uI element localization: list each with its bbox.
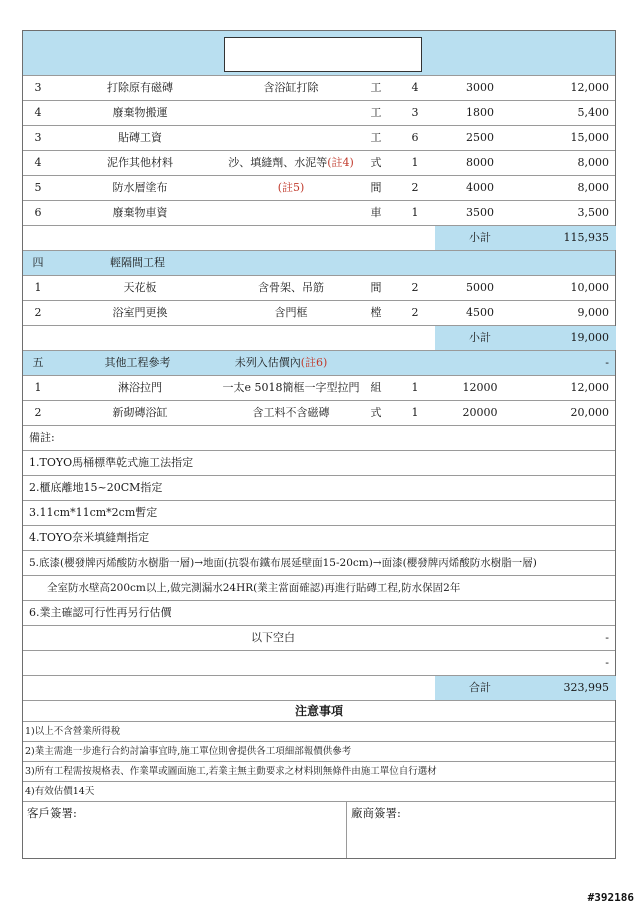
item-no: 1: [34, 381, 42, 394]
remark-row: [23, 476, 615, 501]
table-row: [23, 176, 615, 201]
vendor-signature-field[interactable]: [347, 802, 615, 858]
section-no: 五: [32, 356, 44, 369]
item-name: 泥作其他材料: [107, 156, 173, 169]
section-total: -: [605, 356, 609, 369]
table-row: [23, 376, 615, 401]
remarks-label: 備註:: [29, 431, 55, 444]
item-no: 2: [34, 306, 42, 319]
item-price: 4000: [466, 181, 494, 194]
client-signature-field[interactable]: [23, 802, 347, 858]
remark-row: [23, 576, 615, 601]
grand-total-value: 323,995: [563, 681, 609, 694]
item-qty: 1: [411, 406, 419, 419]
item-no: 1: [34, 281, 42, 294]
item-unit: 式: [370, 406, 382, 419]
remark-row: [23, 526, 615, 551]
blank-row: [23, 626, 615, 651]
subtotal-label: 小計: [469, 231, 491, 244]
item-qty: 1: [411, 381, 419, 394]
item-price: 1800: [466, 106, 494, 119]
item-name: 貼磚工資: [118, 131, 162, 144]
item-price: 5000: [466, 281, 494, 294]
item-unit: 工: [370, 131, 382, 144]
section-name: 其他工程參考: [104, 356, 171, 369]
item-total: 5,400: [577, 106, 609, 119]
item-desc: [211, 201, 371, 225]
table-row: [23, 401, 615, 426]
item-name: 淋浴拉門: [118, 381, 162, 394]
item-total: 9,000: [577, 306, 609, 319]
item-desc: [211, 151, 371, 175]
item-unit: 間: [370, 281, 382, 294]
item-qty: 6: [411, 131, 419, 144]
item-desc: 含工料不含磁磚: [252, 406, 330, 419]
item-total: 12,000: [570, 81, 609, 94]
item-total: 15,000: [570, 131, 609, 144]
vendor-signature-label: 廠商簽署:: [351, 806, 401, 820]
item-total: 10,000: [570, 281, 609, 294]
blank-label: 以下空白: [251, 631, 295, 644]
item-total: 3,500: [577, 206, 609, 219]
table-row: [23, 301, 615, 326]
item-total: 12,000: [570, 381, 609, 394]
subtotal-value: 115,935: [563, 231, 609, 244]
section-name: 輕隔間工程: [110, 256, 165, 269]
subtotal-row: [23, 226, 615, 251]
item-no: 6: [34, 206, 42, 219]
item-total: 8,000: [577, 181, 609, 194]
item-qty: 2: [411, 181, 419, 194]
item-desc: [211, 176, 371, 200]
remark-text: 5.底漆(櫻發牌丙烯酸防水樹脂一層)→地面(抗裂布鐵布展延壁面15-20cm)→面漆(櫻發牌丙烯酸防水樹脂一層): [29, 557, 537, 569]
item-total: 8,000: [577, 156, 609, 169]
section-header: [23, 351, 615, 376]
remark-row: [23, 551, 615, 576]
client-signature-label: 客戶簽署:: [27, 806, 77, 820]
remark-text: 6.業主確認可行性再另行估價: [29, 606, 172, 619]
item-unit: 工: [370, 81, 382, 94]
section-desc-text: 未列入估價內: [234, 356, 301, 369]
table-row: [23, 76, 615, 101]
remark-row: [23, 451, 615, 476]
note-ref: (註6): [300, 356, 328, 369]
item-total: 20,000: [570, 406, 609, 419]
remark-text: 全室防水壁高200cm以上,做完測漏水24HR(業主當面確認)再進行貼磚工程,防水保固2年: [47, 582, 461, 594]
item-qty: 2: [411, 306, 419, 319]
item-desc-text: 沙、填縫劑、水泥等: [228, 156, 328, 169]
item-qty: 1: [411, 156, 419, 169]
item-qty: 3: [411, 106, 419, 119]
item-price: 12000: [462, 381, 498, 394]
item-name: 防水層塗布: [112, 181, 168, 194]
notice-title: 注意事項: [23, 701, 615, 722]
item-unit: 工: [370, 106, 382, 119]
notice-item: 1)以上不含營業所得稅: [23, 722, 615, 742]
table-row: [23, 101, 615, 126]
notice-item: 4)有效估價14天: [23, 782, 615, 802]
item-unit: 車: [370, 206, 382, 219]
item-desc: 含門框: [274, 306, 308, 319]
item-price: 3000: [466, 81, 494, 94]
item-name: 天花板: [123, 281, 157, 294]
section-header: [23, 251, 615, 276]
note-ref: (註5): [277, 181, 305, 194]
item-unit: 間: [370, 181, 382, 194]
note-ref: (註4): [327, 156, 354, 169]
item-unit: 式: [370, 156, 382, 169]
item-name: 廢棄物車資: [112, 206, 168, 219]
table-row: [23, 276, 615, 301]
notice-item: 2)業主需進一步進行合約討論事宜時,施工單位則會提供各工項細部報價供參考: [23, 742, 615, 762]
item-no: 3: [34, 81, 42, 94]
section-desc: [211, 351, 351, 375]
blank-dash: -: [605, 656, 609, 669]
notice-item: 3)所有工程需按規格表、作業單或圖面施工,若業主無主動要求之材料則無條件由施工單位自行選材: [23, 762, 615, 782]
remark-text: 1.TOYO馬桶標準乾式施工法指定: [29, 456, 194, 469]
remark-text: 4.TOYO奈米填縫劑指定: [29, 531, 150, 544]
item-unit: 組: [370, 381, 382, 394]
item-name: 廢棄物搬運: [112, 106, 168, 119]
item-price: 8000: [466, 156, 494, 169]
item-desc: [211, 126, 371, 150]
item-no: 4: [34, 106, 42, 119]
grand-total-row: [23, 676, 615, 701]
item-name: 新砌磚浴缸: [112, 406, 168, 419]
item-name: 打除原有磁磚: [107, 81, 173, 94]
item-price: 2500: [466, 131, 494, 144]
blank-row: [23, 651, 615, 676]
item-desc: 含浴缸打除: [263, 81, 319, 94]
remark-row: [23, 601, 615, 626]
subtotal-label: 小計: [469, 331, 491, 344]
blank-dash: -: [605, 631, 609, 644]
item-qty: 2: [411, 281, 419, 294]
table-row: [23, 126, 615, 151]
item-name: 浴室門更換: [112, 306, 168, 319]
quotation-sheet: [22, 30, 616, 859]
item-desc: 含骨架、吊筋: [258, 281, 324, 294]
item-no: 2: [34, 406, 42, 419]
grand-total-label: 合計: [469, 681, 491, 694]
remark-text: 3.11cm*11cm*2cm暫定: [29, 506, 158, 519]
signature-row: [23, 802, 615, 858]
item-desc: 一太e 5018簡框一字型拉門: [222, 381, 360, 394]
item-no: 3: [34, 131, 42, 144]
item-price: 20000: [462, 406, 498, 419]
item-no: 5: [34, 181, 42, 194]
table-row: [23, 201, 615, 226]
subtotal-row: [23, 326, 615, 351]
item-unit: 樘: [370, 306, 382, 319]
table-row: [23, 151, 615, 176]
document-id: #392186: [587, 891, 634, 904]
header-band: [23, 31, 615, 76]
remarks-label-row: [23, 426, 615, 451]
header-title-box: [224, 37, 422, 72]
item-desc: [211, 101, 371, 125]
remark-text: 2.櫃底離地15~20CM指定: [29, 481, 163, 494]
item-price: 3500: [466, 206, 494, 219]
remark-row: [23, 501, 615, 526]
item-price: 4500: [466, 306, 494, 319]
item-qty: 1: [411, 206, 419, 219]
item-no: 4: [34, 156, 42, 169]
section-no: 四: [32, 256, 44, 269]
item-qty: 4: [411, 81, 419, 94]
subtotal-value: 19,000: [570, 331, 609, 344]
